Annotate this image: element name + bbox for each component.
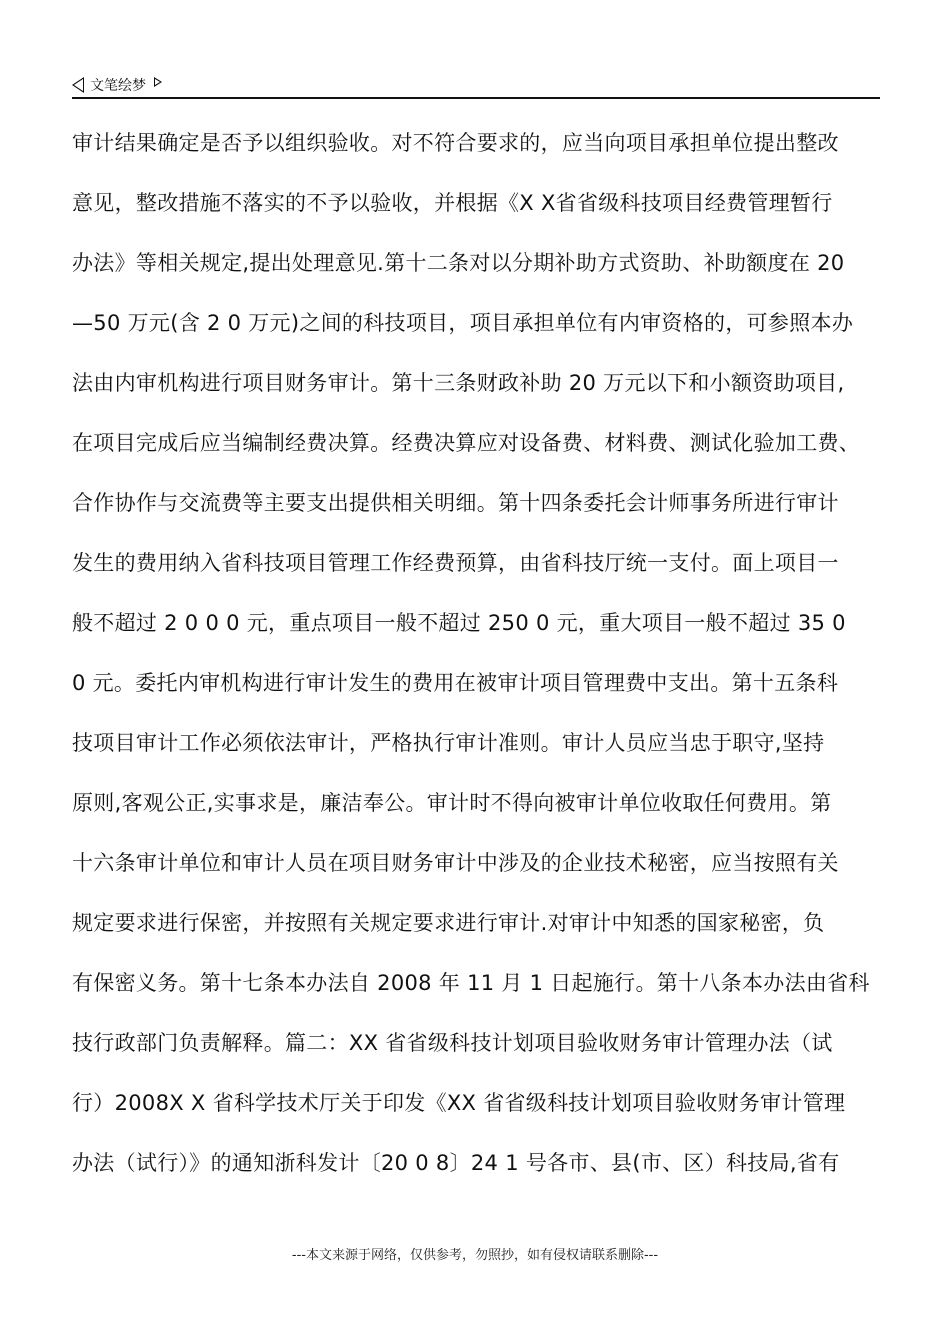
text-line: 有保密义务。第十七条本办法自 2008 年 11 月 1 日起施行。第十八条本办法由省科 (72, 971, 870, 995)
text-line: 审计结果确定是否予以组织验收。对不符合要求的，应当向项目承担单位提出整改 (72, 131, 839, 155)
document-body (72, 120, 892, 1200)
text-line: 办法》等相关规定,提出处理意见.第十二条对以分期补助方式资助、补助额度在 20 (72, 251, 845, 275)
text-line: 技项目审计工作必须依法审计，严格执行审计准则。审计人员应当忠于职守,坚持 (72, 731, 825, 755)
text-line: 发生的费用纳入省科技项目管理工作经费预算，由省科技厅统一支付。面上项目一 (72, 551, 839, 575)
text-line: 意见，整改措施不落实的不予以验收，并根据《X X省省级科技项目经费管理暂行 (72, 191, 833, 215)
text-line: 规定要求进行保密，并按照有关规定要求进行审计.对审计中知悉的国家秘密，负 (72, 911, 825, 935)
text-line: 办法（试行）》的通知浙科发计〔20 0 8〕24 1 号各市、县(市、区）科技局,省有 (72, 1151, 840, 1175)
page-header (72, 74, 880, 96)
text-line: 十六条审计单位和审计人员在项目财务审计中涉及的企业技术秘密，应当按照有关 (72, 851, 839, 875)
header-divider (72, 97, 880, 99)
triangle-left-icon (72, 77, 84, 93)
text-line: 法由内审机构进行项目财务审计。第十三条财政补助 20 万元以下和小额资助项目, (72, 371, 845, 395)
text-line: 合作协作与交流费等主要支出提供相关明细。第十四条委托会计师事务所进行审计 (72, 491, 839, 515)
triangle-right-icon (154, 77, 162, 87)
page-footer: ---本文来源于网络，仅供参考，勿照抄，如有侵权请联系删除--- (291, 1248, 659, 1263)
text-line: 在项目完成后应当编制经费决算。经费决算应对设备费、材料费、测试化验加工费、 (72, 431, 861, 455)
text-line: 般不超过 2 0 0 0 元，重点项目一般不超过 250 0 元，重大项目一般不超过 35 0 (72, 611, 846, 635)
text-line: 技行政部门负责解释。篇二：XX 省省级科技计划项目验收财务审计管理办法（试 (72, 1031, 833, 1055)
text-line: 0 元。委托内审机构进行审计发生的费用在被审计项目管理费中支出。第十五条科 (72, 671, 839, 695)
text-line: 行）2008X X 省科学技术厅关于印发《XX 省省级科技计划项目验收财务审计管理 (72, 1091, 846, 1115)
text-line: —50 万元(含 2 0 万元)之间的科技项目，项目承担单位有内审资格的，可参照本办 (72, 311, 854, 335)
header-title: 文笔绘梦 (90, 78, 146, 94)
text-line: 原则,客观公正,实事求是，廉洁奉公。审计时不得向被审计单位收取任何费用。第 (72, 791, 832, 815)
